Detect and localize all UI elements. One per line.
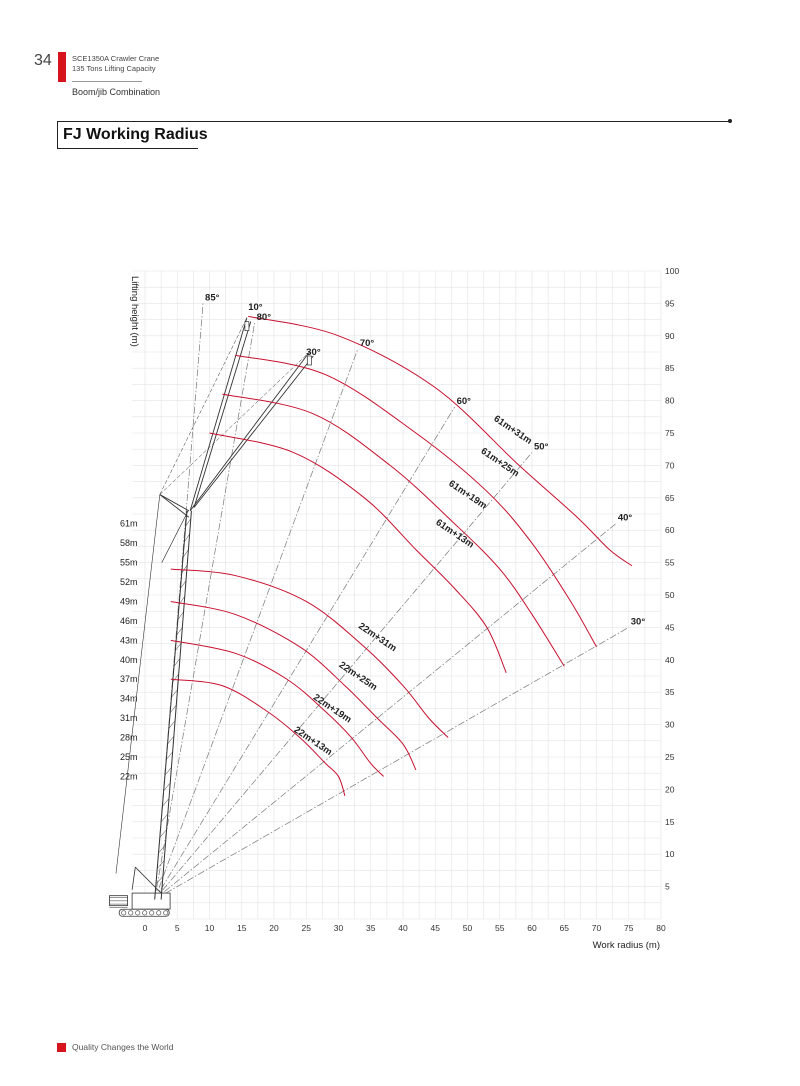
jib-angle-label: 30° (306, 347, 321, 359)
boom-length-label: 43m (120, 635, 138, 646)
y-tick-label: 55 (665, 557, 675, 568)
angle-label: 85° (205, 292, 220, 304)
page-title: FJ Working Radius (63, 126, 208, 143)
x-tick-label: 20 (269, 923, 279, 933)
x-tick-label: 30 (333, 923, 344, 933)
angle-label: 50° (534, 441, 549, 453)
y-tick-label: 35 (665, 687, 675, 698)
y-tick-label: 10 (665, 849, 675, 860)
y-tick-label: 30 (665, 719, 675, 730)
page-number: 34 (34, 52, 52, 69)
y-tick-label: 45 (665, 622, 675, 633)
radius-curve (235, 355, 596, 647)
combination-label: 22m+13m (291, 724, 334, 758)
boom-length-label: 22m (120, 771, 138, 782)
y-tick-label: 40 (665, 654, 675, 665)
strut (160, 495, 189, 511)
x-tick-label: 25 (301, 923, 311, 933)
y-tick-label: 90 (665, 330, 675, 341)
section-label: Boom/jib Combination (72, 87, 161, 97)
combination-label: 22m+19m (311, 692, 354, 726)
boom-length-label: 25m (120, 752, 138, 762)
angle-ray (155, 407, 455, 899)
y-tick-label: 25 (665, 752, 675, 762)
grid (132, 271, 661, 919)
jib-pendant (160, 318, 247, 495)
jib-angle-label: 10° (248, 301, 263, 313)
combination-label: 22m+31m (356, 620, 399, 655)
jib-chord (194, 356, 313, 508)
model-capacity: 135 Tons Lifting Capacity (72, 64, 156, 73)
x-tick-label: 10 (204, 923, 215, 933)
footer-tagline: Quality Changes the World (72, 1042, 174, 1052)
x-tick-label: 75 (624, 923, 634, 933)
y-tick-label: 20 (665, 784, 675, 795)
x-tick-label: 80 (656, 923, 666, 933)
radius-curve (171, 601, 416, 769)
footer-square (57, 1043, 66, 1052)
crane-drawing (110, 318, 314, 917)
radius-curves (171, 316, 632, 796)
y-tick-label: 15 (665, 816, 675, 827)
jib-chord (194, 322, 251, 508)
combination-label: 61m+25m (478, 445, 522, 480)
angle-label: 80° (256, 311, 272, 323)
x-tick-label: 15 (237, 923, 247, 933)
x-tick-label: 70 (591, 923, 602, 933)
x-tick-label: 35 (366, 923, 376, 933)
model-name: SCE1350A Crawler Crane (72, 54, 160, 63)
crane-body (132, 893, 170, 909)
y-tick-label: 70 (665, 460, 675, 471)
y-tick-label: 100 (665, 266, 680, 276)
combination-label: 61m+13m (433, 517, 476, 551)
y-tick-label: 50 (665, 590, 675, 600)
hook-block (245, 322, 249, 331)
x-axis-title: Work radius (m) (592, 940, 660, 951)
combination-label: 61m+31m (491, 413, 534, 447)
combination-label: 22m+25m (336, 659, 380, 694)
angle-label: 40° (617, 512, 633, 524)
combination-label: 61m+19m (446, 478, 489, 512)
boom-length-label: 55m (120, 557, 138, 568)
angle-label: 70° (359, 337, 375, 349)
boom-length-label: 46m (120, 615, 138, 626)
angle-label: 30° (630, 616, 646, 628)
boom-length-label: 58m (120, 538, 138, 549)
angle-label: 60° (456, 396, 471, 408)
boom-length-label: 34m (120, 693, 138, 704)
x-tick-label: 0 (142, 923, 148, 933)
boom-length-label: 61m (120, 518, 138, 529)
x-tick-label: 65 (559, 923, 569, 933)
x-tick-label: 40 (398, 923, 408, 933)
x-tick-label: 55 (495, 923, 505, 933)
boom-length-label: 49m (120, 596, 138, 607)
boom-length-label: 52m (120, 577, 138, 588)
y-tick-label: 80 (665, 395, 675, 406)
boom-length-label: 28m (120, 732, 138, 743)
boom-length-label: 31m (120, 713, 138, 724)
y-tick-label: 85 (665, 363, 675, 374)
x-tick-label: 60 (527, 923, 537, 933)
x-tick-label: 45 (430, 923, 440, 933)
y-axis-title: Lifting height (m) (129, 276, 140, 347)
y-tick-label: 95 (665, 298, 675, 309)
x-tick-label: 5 (174, 923, 180, 933)
x-tick-label: 50 (462, 923, 473, 933)
jib-chord (190, 352, 309, 511)
boom-length-label: 40m (120, 654, 138, 665)
y-tick-label: 60 (665, 525, 675, 536)
y-tick-label: 5 (665, 881, 670, 892)
boom-length-label: 37m (120, 674, 138, 685)
chart-labels (120, 292, 645, 781)
y-tick-label: 65 (665, 492, 675, 503)
y-tick-label: 75 (665, 428, 675, 438)
